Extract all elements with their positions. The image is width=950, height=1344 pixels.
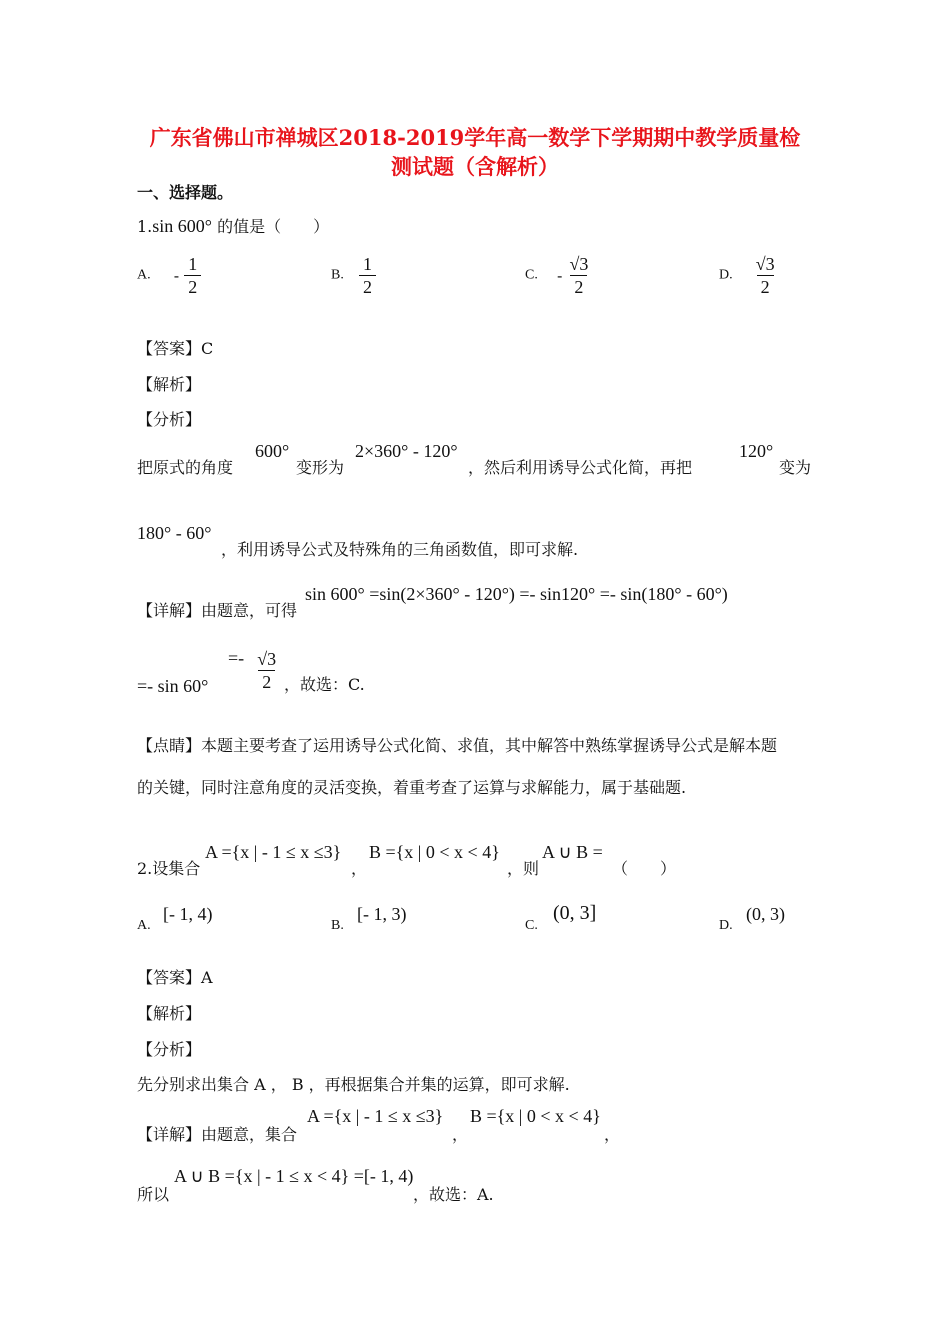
q2-detail-label: 【详解】由题意，集合 (137, 1125, 298, 1144)
q1-option-d: D. $\frac{√3}{2}$ (719, 254, 775, 297)
q2-jiexi: 【解析】 (137, 1004, 202, 1023)
q2-option-d-value: (0, 3) (746, 904, 785, 924)
q2-stem-then: ，则 (507, 859, 540, 878)
q1-analysis-text-4: 变为 (779, 458, 812, 477)
q1-analysis-math-2: 2×360° - 120° (355, 441, 458, 461)
q2-detail-set-b: B ={x | 0 < x < 4} (470, 1106, 601, 1126)
q2-stem-comma: ， (351, 859, 368, 878)
section-heading: 一、选择题。 (137, 183, 234, 202)
q1-comment-line2: 的关键，同时注意角度的灵活变换，着重考查了运算与求解能力，属于基础题. (137, 778, 687, 797)
q1-analysis-text-2: 变形为 (296, 458, 345, 477)
q1-comment-line1: 【点睛】本题主要考查了运用诱导公式化简、求值，其中解答中熟练掌握诱导公式是解本题 (137, 736, 778, 755)
q2-so-label: 所以 (137, 1185, 170, 1204)
q1-detail-line2-math: =- sin 60° (137, 676, 209, 696)
q2-detail-comma-2: ， (604, 1125, 621, 1144)
q1-fenxi: 【分析】 (137, 410, 202, 429)
q2-detail-set-a: A ={x | - 1 ≤ x ≤3} (307, 1106, 444, 1126)
q1-analysis-math-3: 120° (739, 441, 774, 461)
q2-detail-comma-1: ， (452, 1125, 469, 1144)
q1-analysis-text-3: ，然后利用诱导公式化简，再把 (468, 458, 693, 477)
q1-analysis-text-5: ，利用诱导公式及特殊角的三角函数值，即可求解. (221, 540, 579, 559)
q1-option-a: A. - $\frac{1}{2}$ (137, 253, 201, 298)
q2-stem-end: （ ） (612, 859, 677, 878)
q2-option-b-value: [- 1, 3) (357, 904, 407, 924)
q2-option-a-value: [- 1, 4) (163, 904, 213, 924)
title-line-1: 广东省佛山市禅城区2018-2019学年高一数学下学期期中教学质量检 (149, 125, 801, 150)
q1-number: 1. (137, 217, 153, 236)
q1-jiexi: 【解析】 (137, 375, 202, 394)
q1-detail-label: 【详解】由题意，可得 (137, 601, 298, 620)
q1-analysis-math-4: 180° - 60° (137, 523, 212, 543)
q1-stem (137, 214, 329, 237)
q1-option-c: C. - $\frac{√3}{2}$ (525, 254, 589, 297)
q2-answer: 【答案】A (137, 968, 213, 987)
q2-stem-set-b: B ={x | 0 < x < 4} (369, 842, 500, 862)
q2-option-b-label: B. (331, 918, 344, 933)
q1-stem-suffix: 的值是（ ） (211, 217, 330, 236)
q2-stem-prefix: 2.设集合 (137, 859, 201, 878)
q1-analysis-text-1: 把原式的角度 (137, 458, 234, 477)
q2-so-math: A ∪ B ={x | - 1 ≤ x < 4} =[- 1, 4) (174, 1166, 414, 1186)
q2-stem-set-a: A ={x | - 1 ≤ x ≤3} (205, 842, 342, 862)
q1-detail-line2-fraction: =- $\frac{√3}{2}$ (228, 648, 277, 692)
q2-stem-union: A ∪ B = (542, 842, 603, 862)
q2-analysis: 先分别求出集合 A ， B ，再根据集合并集的运算，即可求解. (137, 1075, 570, 1094)
title-line-2: 测试题（含解析） (391, 154, 559, 179)
q2-option-a-label: A. (137, 918, 151, 933)
q2-so-end: ，故选：A. (413, 1185, 494, 1204)
q2-option-c-label: C. (525, 918, 538, 933)
q2-option-c-value: (0, 3] (553, 902, 597, 924)
q1-option-b: B. $\frac{1}{2}$ (331, 253, 376, 298)
q1-answer: 【答案】C (137, 339, 214, 358)
q1-stem-math: sin 600° (152, 216, 212, 236)
q1-analysis-math-1: 600° (255, 441, 290, 461)
q1-detail-line2-end: ，故选：C. (284, 675, 365, 694)
q2-option-d-label: D. (719, 918, 733, 933)
q1-detail-math: sin 600° =sin(2×360° - 120°) =- sin120° =- sin(180° - 60°) (305, 584, 728, 604)
q2-fenxi: 【分析】 (137, 1040, 202, 1059)
